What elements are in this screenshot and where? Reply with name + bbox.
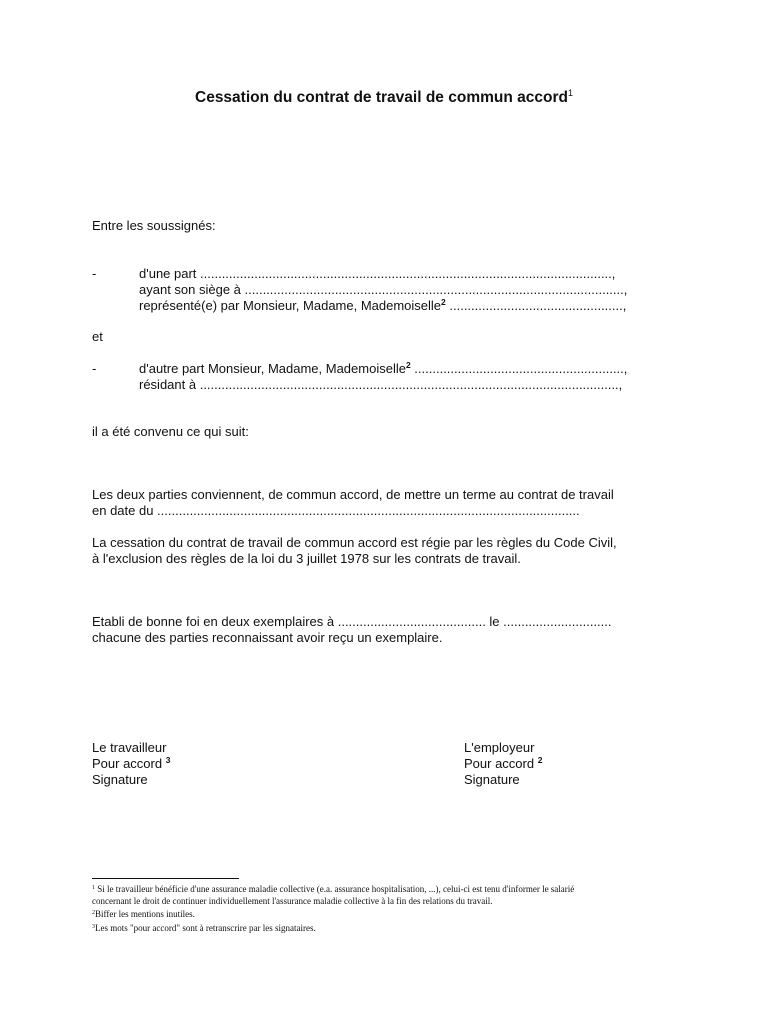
footnote-separator bbox=[92, 878, 239, 879]
para2-line1: La cessation du contrat de travail de commun accord est régie par les règles du Code Civil, bbox=[92, 535, 617, 550]
title-footnote-ref: 1 bbox=[567, 88, 573, 98]
document-title: Cessation du contrat de travail de commun accord$^1$ bbox=[195, 88, 573, 106]
worker-footnote-ref: 3 bbox=[165, 755, 171, 765]
party1-line1: d'une part .................................................................................................................., bbox=[139, 266, 616, 281]
para1-line2: en date du ..................................................................................................................... bbox=[92, 503, 580, 518]
employer-title: L'employeur bbox=[464, 740, 535, 755]
para1-line1: Les deux parties conviennent, de commun accord, de mettre un terme au contrat de travail bbox=[92, 487, 614, 502]
employer-signature: Signature bbox=[464, 772, 520, 787]
intro-text: Entre les soussignés: bbox=[92, 218, 216, 233]
para2-line2: à l'exclusion des règles de la loi du 3 juillet 1978 sur les contrats de travail. bbox=[92, 551, 521, 566]
footnote-2: $^2$Biffer les mentions inutiles. bbox=[92, 909, 195, 919]
party1-line3: représenté(e) par Monsieur, Madame, Mademoiselle$^2$ ................................................, bbox=[139, 297, 627, 313]
worker-accord: Pour accord $^3$ bbox=[92, 755, 171, 771]
party2-line1: d'autre part Monsieur, Madame, Mademoiselle$^2$ .........................................................., bbox=[139, 360, 628, 376]
party1-footnote-ref: 2 bbox=[441, 297, 446, 307]
party2-dash: - bbox=[92, 361, 97, 376]
et-text: et bbox=[92, 329, 103, 344]
party2-line2: résidant à ...................................................................................................................., bbox=[139, 377, 623, 392]
worker-title: Le travailleur bbox=[92, 740, 167, 755]
party2-footnote-ref: 2 bbox=[405, 360, 411, 370]
para3-line1: Etabli de bonne foi en deux exemplaires à ......................................... le .............................. bbox=[92, 614, 612, 629]
party1-line2: ayant son siège à ........................................................................................................., bbox=[139, 282, 628, 297]
para3-line2: chacune des parties reconnaissant avoir reçu un exemplaire. bbox=[92, 630, 443, 645]
agreed-text: il a été convenu ce qui suit: bbox=[92, 424, 249, 439]
employer-footnote-ref: 2 bbox=[537, 755, 543, 765]
party1-dash: - bbox=[92, 266, 97, 281]
employer-accord: Pour accord $^2$ bbox=[464, 755, 543, 771]
footnote-1-line1: $^1$ Si le travailleur bénéficie d'une assurance maladie collective (e.a. assurance hospitalisation, ...), celui-ci est tenu d'informer le salarié bbox=[92, 884, 575, 894]
worker-signature: Signature bbox=[92, 772, 148, 787]
footnote-3: $^3$Les mots "pour accord" sont à retranscrire par les signataires. bbox=[92, 923, 316, 933]
footnote-1-line2: concernant le droit de continuer individuellement l'assurance maladie collective à la fin des relations du travail. bbox=[92, 896, 493, 906]
